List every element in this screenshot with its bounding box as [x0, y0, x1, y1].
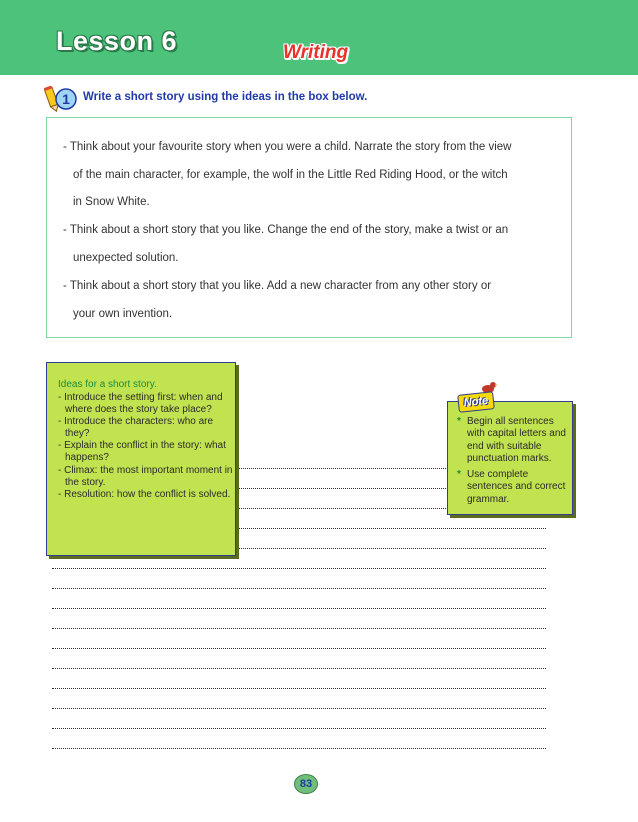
- writing-line[interactable]: [52, 668, 546, 669]
- writing-line[interactable]: [52, 628, 546, 629]
- writing-line[interactable]: [52, 608, 546, 609]
- writing-line[interactable]: [236, 468, 448, 469]
- note-item: * Use complete sentences and correct grammar.: [457, 469, 566, 505]
- exercise-instruction: Write a short story using the ideas in the box below.: [83, 91, 368, 103]
- writing-line[interactable]: [52, 748, 546, 749]
- writing-line[interactable]: [52, 728, 546, 729]
- writing-line[interactable]: [52, 588, 546, 589]
- pencil-number-icon: [44, 86, 78, 112]
- ideas-line: unexpected solution.: [73, 252, 179, 264]
- lesson-title: Lesson 6: [56, 26, 178, 56]
- tip-item: - Climax: the most important moment in the story.: [58, 464, 233, 488]
- ideas-line: in Snow White.: [73, 196, 150, 208]
- tip-item: - Introduce the setting first: when and where does the story take place?: [58, 392, 223, 416]
- writing-line[interactable]: [236, 488, 448, 489]
- writing-line[interactable]: [52, 688, 546, 689]
- writing-line[interactable]: [236, 548, 546, 549]
- writing-line[interactable]: [52, 648, 546, 649]
- star-bullet-icon: *: [457, 469, 461, 480]
- writing-line[interactable]: [52, 568, 546, 569]
- tip-item: - Resolution: how the conflict is solved.: [58, 488, 231, 500]
- ideas-line: of the main character, for example, the wolf in the Little Red Riding Hood, or the witch: [73, 169, 508, 181]
- ideas-line: - Think about a short story that you like. Change the end of the story, make a twist or an: [63, 224, 509, 236]
- note-item: * Begin all sentences with capital letters and end with suitable punctuation marks.: [457, 416, 566, 464]
- writing-line[interactable]: [236, 528, 546, 529]
- tip-item: - Explain the conflict in the story: what happens?: [58, 440, 226, 464]
- lesson-header: [0, 0, 638, 75]
- ideas-line: - Think about a short story that you like. Add a new character from any other story or: [63, 280, 492, 292]
- tip-item: - Introduce the characters: who are they?: [58, 416, 214, 440]
- ideas-box: [46, 117, 572, 338]
- page-number: 83: [294, 774, 318, 794]
- exercise-number: 1: [62, 91, 70, 107]
- story-tips-box: [46, 362, 236, 556]
- ideas-line: - Think about your favourite story when you were a child. Narrate the story from the view: [63, 141, 512, 153]
- writing-line[interactable]: [52, 708, 546, 709]
- writing-line[interactable]: [236, 508, 448, 509]
- note-box: [447, 401, 573, 515]
- section-title: Writing: [283, 42, 349, 63]
- star-bullet-icon: *: [457, 416, 461, 427]
- tips-title: Ideas for a short story.: [58, 379, 157, 390]
- note-label: Note: [457, 391, 495, 413]
- tips-list: [58, 392, 234, 501]
- ideas-line: your own invention.: [73, 308, 173, 320]
